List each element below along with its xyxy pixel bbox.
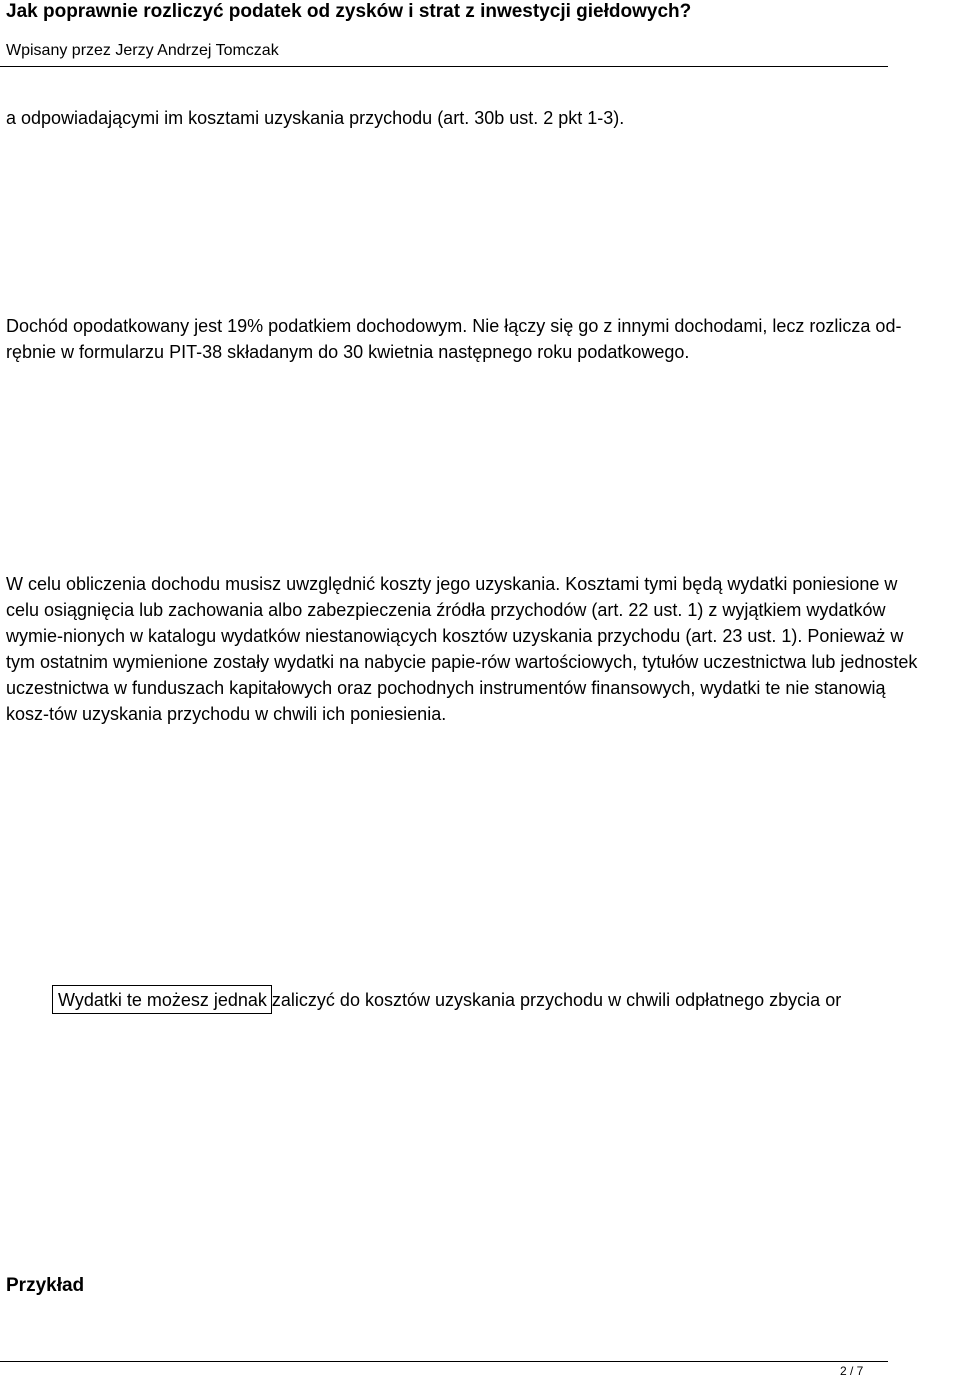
author-byline: Wpisany przez Jerzy Andrzej Tomczak <box>6 42 279 59</box>
paragraph-costs-reference: a odpowiadającymi im kosztami uzyskania przychodu (art. 30b ust. 2 pkt 1-3). <box>6 108 625 128</box>
text-highlight-box <box>52 985 272 1014</box>
truncated-text-line: Wydatki te możesz jednak zaliczyć do kosztów uzyskania przychodu w chwili odpłatnego zbycia or <box>58 990 842 1010</box>
paragraph-tax-rate: Dochód opodatkowany jest 19% podatkiem dochodowym. Nie łączy się go z innymi dochodami, lecz rozlicza od-rębnie w formularzu PIT-38 składanym do 30 kwietnia następnego roku podatkowego. <box>6 316 902 362</box>
paragraph-income-costs: W celu obliczenia dochodu musisz uwzględnić koszty jego uzyskania. Kosztami tymi będą wydatki poniesione w celu osiągnięcia lub zachowania albo zabezpieczenia źródła przychodów (art. 22 ust. 1) z wyjątkiem wydatków wymie-nionych w katalogu wydatków niestanowiących kosztów uzyskania przychodu (art. 23 ust. 1). Ponieważ w tym ostatnim wymienione zostały wydatki na nabycie papie-rów wartościowych, tytułów uczestnictwa lub jednostek uczestnictwa w funduszach kapitałowych oraz pochodnych instrumentów finansowych, wydatki te nie stanowią kosz-tów uzyskania przychodu w chwili ich poniesienia. <box>6 574 918 724</box>
section-heading-example: Przykład <box>6 1275 85 1296</box>
page-title: Jak poprawnie rozliczyć podatek od zysków i strat z inwestycji giełdowych? <box>6 1 692 22</box>
page-number: 2 / 7 <box>840 1364 864 1378</box>
header-divider <box>0 66 888 67</box>
footer-divider <box>0 1361 888 1362</box>
